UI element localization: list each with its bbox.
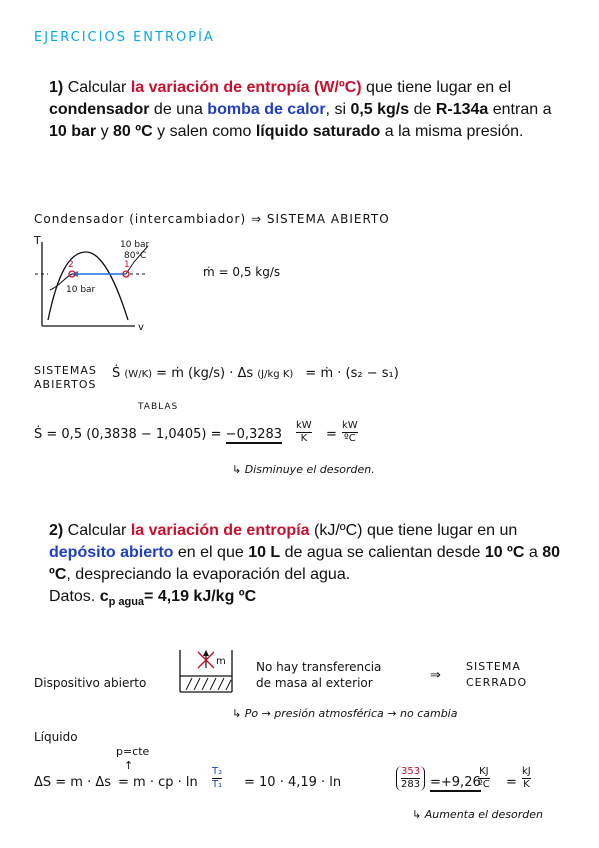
liquid-label: Líquido xyxy=(34,730,78,744)
text: en el que xyxy=(173,544,249,561)
highlight-t2: 80 ºC xyxy=(49,544,561,583)
implies-arrow: ⇒ xyxy=(430,668,441,683)
temp-num: T₂ xyxy=(212,766,223,777)
text: Calcular xyxy=(67,79,131,96)
system-type-line: Condensador (intercambiador) ⇒ SISTEMA ABIERTO xyxy=(34,212,390,226)
final-eq-a: ΔS = m · Δs xyxy=(34,775,112,790)
p-cte-arrow: ↑ xyxy=(124,759,134,772)
temp-den: T₁ xyxy=(212,779,223,790)
mass-arrow-head xyxy=(203,650,209,656)
highlight-liquid: líquido saturado xyxy=(255,123,381,140)
remark-increase: ↳ Aumenta el desorden xyxy=(412,808,543,821)
final-units2-den: K xyxy=(523,779,530,790)
text: Calcular xyxy=(63,522,131,539)
text: que tiene lugar en el xyxy=(361,79,512,96)
water-hatch xyxy=(186,678,231,690)
highlight-bomba-calor: bomba de calor xyxy=(207,101,326,118)
systems-label-2: ABIERTOS xyxy=(34,378,97,391)
highlight-entropy: la variación de entropía xyxy=(130,522,310,539)
calc-line xyxy=(34,427,282,442)
problem-1-number: 1) xyxy=(49,79,64,96)
point-2-label: 2 xyxy=(68,260,74,270)
mass-flow-value: ṁ = 0,5 kg/s xyxy=(203,265,281,279)
final-result: =+9,26 xyxy=(430,775,481,790)
units-num: kW xyxy=(296,420,312,431)
text: y salen como xyxy=(152,123,256,140)
no-transfer-line-1: No hay transferencia xyxy=(256,660,382,674)
temp-ratio xyxy=(212,766,222,791)
text: de una xyxy=(149,101,208,118)
t-high-label: 80°C xyxy=(124,251,147,261)
point-1-label: 1 xyxy=(124,260,130,270)
text: a la misma presión. xyxy=(380,123,524,140)
eq-rhs: = ṁ · (s₂ − s₁) xyxy=(305,366,399,381)
calc-expression: Ṡ = 0,5 (0,3838 − 1,0405) = xyxy=(34,427,222,442)
final-units-2 xyxy=(522,766,531,791)
closed-system-1: SISTEMA xyxy=(466,660,521,673)
eq-lhs: Ṡ xyxy=(112,366,121,381)
problem-2-statement xyxy=(49,520,569,613)
result-units-2 xyxy=(342,420,358,445)
final-equals: = xyxy=(506,775,517,790)
cp-subscript: p agua xyxy=(108,596,145,609)
ts-diagram xyxy=(30,232,170,332)
page-title: EJERCICIOS ENTROPÍA xyxy=(34,30,215,45)
remark-decrease: ↳ Disminuye el desorden. xyxy=(232,463,375,476)
kelvin-ratio xyxy=(396,766,425,791)
cp-number: = 4,19 kJ/kg ºC xyxy=(144,588,257,605)
text: a xyxy=(524,544,543,561)
highlight-t1: 10 ºC xyxy=(484,544,525,561)
final-eq-b: = m · cp · ln xyxy=(118,775,198,790)
p-cte-label: p=cte xyxy=(116,745,150,758)
units2-num: kW xyxy=(342,420,358,431)
highlight-volume: 10 L xyxy=(248,544,281,561)
text: de xyxy=(409,101,436,118)
text: , despreciando la evaporación del agua. xyxy=(66,566,351,583)
text: y xyxy=(96,123,114,140)
datos-label: Datos. xyxy=(49,588,100,605)
problem-2-number: 2) xyxy=(49,522,64,539)
final-units2-num: kJ xyxy=(522,766,531,777)
text: , si xyxy=(325,101,351,118)
text: de agua se calientan desde xyxy=(280,544,485,561)
systems-label-1: SISTEMAS xyxy=(34,364,97,377)
cp-value xyxy=(99,588,257,609)
t-axis-label: T xyxy=(34,234,41,247)
units2-den: ºC xyxy=(343,433,356,444)
tablas-note: TABLAS xyxy=(138,402,179,412)
eq-mid-units: (J/kg K) xyxy=(257,369,294,380)
units-den: K xyxy=(296,432,312,445)
text: entran a xyxy=(488,101,552,118)
mass-symbol: m xyxy=(216,656,226,667)
highlight-pressure: 10 bar xyxy=(49,123,97,140)
result-units xyxy=(296,420,312,445)
highlight-temperature: 80 ºC xyxy=(113,123,153,140)
eq-mid: = ṁ (kg/s) · Δs xyxy=(156,366,254,381)
highlight-flow: 0,5 kg/s xyxy=(350,101,410,118)
s-axis-label: v xyxy=(138,322,144,332)
final-eq-c: = 10 · 4,19 · ln xyxy=(244,775,342,790)
final-units xyxy=(478,766,490,791)
entropy-balance-equation xyxy=(112,366,399,381)
isobar-label: 10 bar xyxy=(66,285,96,295)
highlight-refrigerant: R-134a xyxy=(435,101,489,118)
highlight-entropy: la variación de entropía (W/ºC) xyxy=(130,79,362,96)
kelvin-den: 283 xyxy=(401,779,421,790)
kelvin-num: 353 xyxy=(401,766,421,777)
calc-result: −0,3283 xyxy=(225,427,283,442)
final-units-den: ºC xyxy=(478,779,490,790)
final-units-num: KJ xyxy=(479,766,489,777)
pressure-note: ↳ Po → presión atmosférica → no cambia xyxy=(232,707,458,720)
no-transfer-line-2: de masa al exterior xyxy=(256,676,373,690)
cp-symbol: c xyxy=(99,588,109,605)
text: (kJ/ºC) que tiene lugar en un xyxy=(309,522,518,539)
highlight-condensador: condensador xyxy=(49,101,150,118)
device-label: Dispositivo abierto xyxy=(34,676,147,690)
eq-lhs-units: (W/K) xyxy=(124,369,153,380)
tank-sketch xyxy=(176,646,238,696)
result-equals: = xyxy=(326,427,337,442)
highlight-deposito: depósito abierto xyxy=(49,544,174,561)
problem-1-statement xyxy=(49,77,569,143)
p-high-label: 10 bar xyxy=(120,240,150,250)
closed-system-2: CERRADO xyxy=(466,676,528,689)
